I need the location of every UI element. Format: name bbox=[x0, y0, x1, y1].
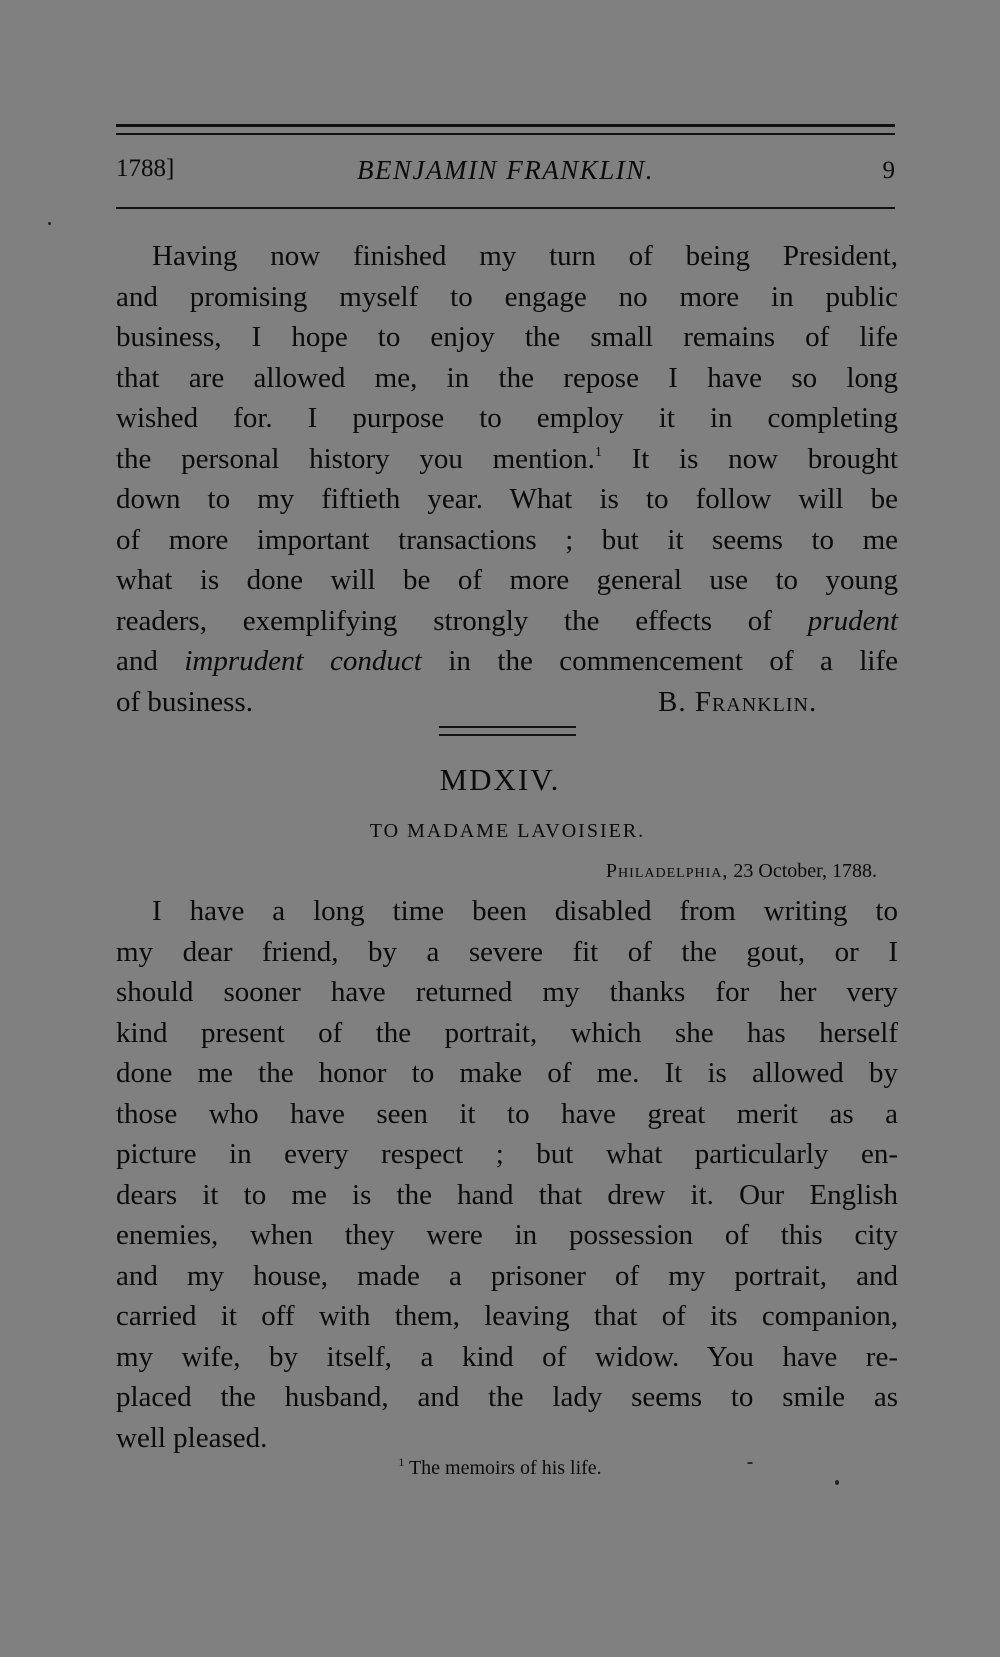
letter-dateline bbox=[606, 860, 877, 883]
paragraph-line: those who have seen it to have great merit as a bbox=[116, 1097, 898, 1130]
paragraph-1 bbox=[116, 236, 898, 722]
paragraph-line: and promising myself to engage no more in public bbox=[116, 280, 898, 313]
page-number: 9 bbox=[882, 157, 895, 184]
header-top-rule-thin bbox=[116, 133, 895, 135]
dateline-date: 23 October, 1788. bbox=[728, 860, 877, 882]
paragraph-line: my dear friend, by a severe fit of the gout, or I bbox=[116, 935, 898, 968]
paragraph-line: I have a long time been disabled from writing to bbox=[152, 895, 898, 927]
letter-recipient: TO MADAME LAVOISIER. bbox=[369, 820, 646, 842]
footnote bbox=[0, 1457, 1000, 1480]
paragraph-line: down to my fiftieth year. What is to follow will be bbox=[116, 483, 898, 515]
paragraph-line: of more important transactions ; but it seems to me bbox=[116, 523, 898, 556]
footnote-mark: 1 bbox=[398, 1455, 405, 1469]
paragraph-line: what is done will be of more general use to young bbox=[116, 564, 898, 596]
line-text: in the commencement of a life bbox=[421, 645, 898, 677]
paragraph-line: and my house, made a prisoner of my portrait, and bbox=[116, 1259, 898, 1292]
line-text: the personal history you mention. bbox=[116, 442, 595, 475]
paragraph-line: carried it off with them, leaving that of its companion, bbox=[116, 1300, 898, 1332]
header-year: 1788] bbox=[116, 155, 175, 182]
scan-speck bbox=[48, 222, 51, 225]
letter-body bbox=[116, 891, 898, 1458]
scan-speck bbox=[747, 1462, 753, 1464]
footnote-reference: 1 bbox=[594, 444, 602, 460]
italic-text: imprudent conduct bbox=[184, 645, 422, 677]
paragraph-line bbox=[116, 682, 898, 723]
header-top-rule bbox=[116, 124, 895, 127]
line-text: of business. bbox=[116, 685, 253, 718]
paragraph-line bbox=[116, 641, 898, 682]
section-divider bbox=[439, 726, 576, 728]
line-text: readers, exemplifying strongly the effects of bbox=[116, 604, 808, 637]
paragraph-line: that are allowed me, in the repose I have so long bbox=[116, 361, 898, 394]
italic-text: prudent bbox=[807, 604, 898, 637]
paragraph-line: well pleased. bbox=[116, 1421, 268, 1454]
letter-number: MDXIV. bbox=[439, 762, 561, 797]
running-header bbox=[116, 155, 895, 195]
paragraph-line: dears it to me is the hand that drew it. Our English bbox=[116, 1178, 898, 1211]
paragraph-line: should sooner have returned my thanks for her very bbox=[116, 976, 898, 1008]
header-title: BENJAMIN FRANKLIN. bbox=[357, 155, 654, 185]
paragraph-line: placed the husband, and the lady seems to smile as bbox=[116, 1381, 898, 1413]
paragraph-line: kind present of the portrait, which she has herself bbox=[116, 1016, 898, 1049]
scan-speck bbox=[835, 1480, 839, 1485]
header-bottom-rule bbox=[116, 207, 895, 209]
paragraph-line: my wife, by itself, a kind of widow. You have re- bbox=[116, 1340, 898, 1373]
paragraph-line bbox=[116, 601, 898, 642]
section-divider bbox=[439, 734, 576, 736]
dateline-place: Philadelphia, bbox=[605, 860, 729, 882]
line-text: and bbox=[116, 645, 185, 677]
signature: B. Franklin. bbox=[658, 685, 818, 718]
paragraph-line: picture in every respect ; but what particularly en- bbox=[116, 1138, 898, 1170]
footnote-text: The memoirs of his life. bbox=[404, 1457, 602, 1479]
line-text: It is now brought bbox=[601, 442, 898, 475]
paragraph-line: Having now finished my turn of being President, bbox=[152, 240, 898, 272]
paragraph-line: business, I hope to enjoy the small remains of life bbox=[116, 321, 898, 353]
paragraph-line: wished for. I purpose to employ it in completing bbox=[116, 402, 898, 434]
paragraph-line bbox=[116, 439, 898, 480]
paragraph-line: done me the honor to make of me. It is allowed by bbox=[116, 1057, 898, 1089]
paragraph-line: enemies, when they were in possession of this city bbox=[116, 1219, 898, 1251]
